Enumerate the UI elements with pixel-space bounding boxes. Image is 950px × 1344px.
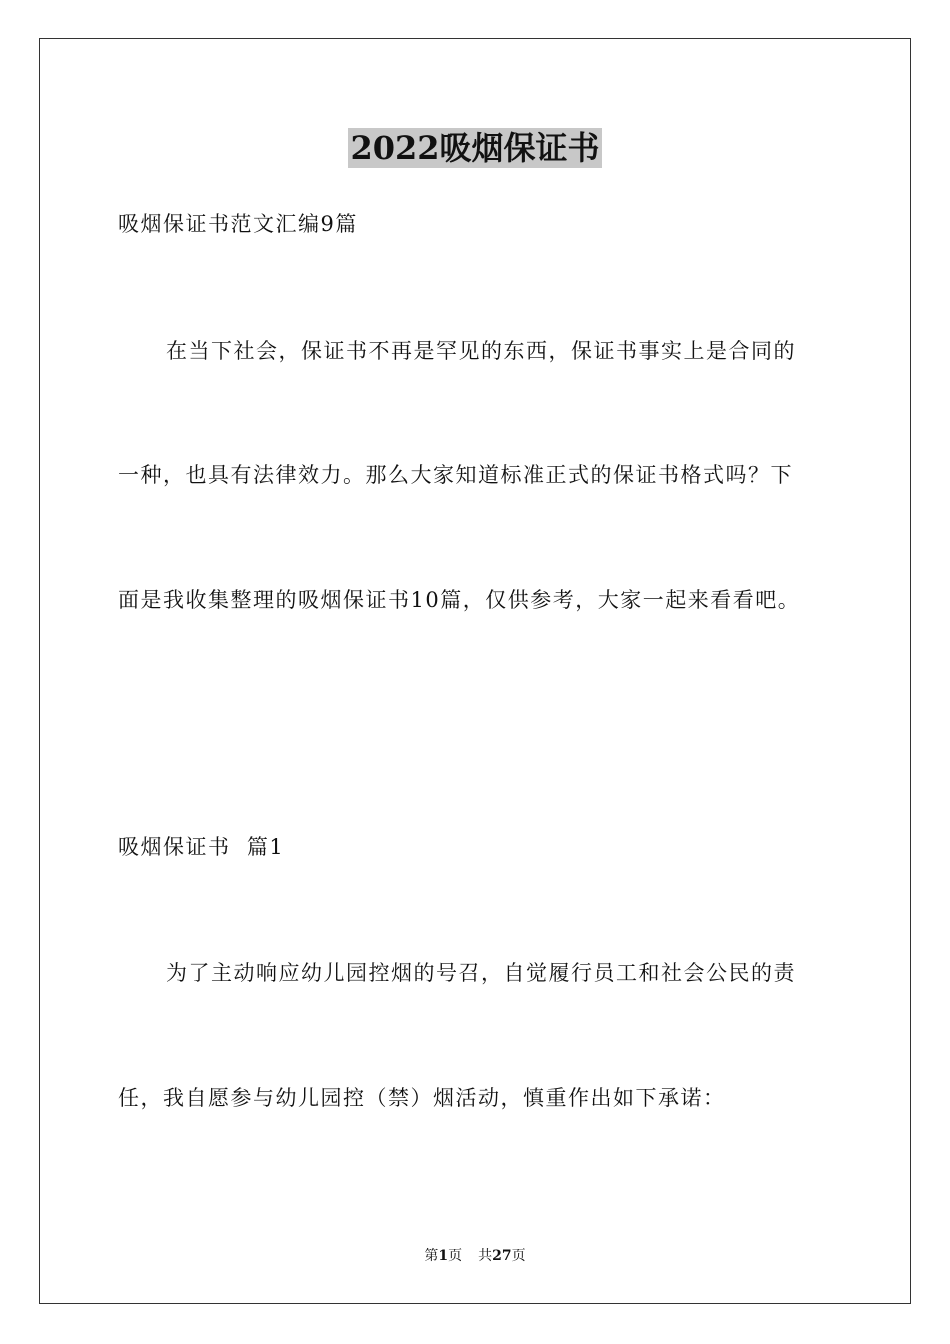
intro-line-3: 面是我收集整理的吸烟保证书10篇，仅供参考，大家一起来看看吧。: [118, 588, 801, 612]
section-heading: 吸烟保证书 篇1: [118, 835, 285, 859]
footer-page-suffix: 页: [448, 1248, 463, 1264]
footer-total-prefix: 共: [478, 1248, 493, 1264]
footer-page-total: 27: [492, 1248, 512, 1264]
section-line-2: 任，我自愿参与幼儿园控（禁）烟活动，慎重作出如下承诺：: [118, 1086, 726, 1110]
intro-line-2: 一种，也具有法律效力。那么大家知道标准正式的保证书格式吗？下: [118, 463, 793, 487]
document-title-block: [0, 128, 950, 176]
footer-page-current: 1: [438, 1248, 449, 1264]
intro-line-1: 在当下社会，保证书不再是罕见的东西，保证书事实上是合同的: [166, 339, 796, 363]
page-footer: [0, 1246, 950, 1266]
document-subtitle: 吸烟保证书范文汇编9篇: [118, 212, 358, 236]
section-line-1: 为了主动响应幼儿园控烟的号召，自觉履行员工和社会公民的责: [166, 961, 796, 985]
footer-total-suffix: 页: [511, 1248, 526, 1264]
footer-page-prefix: 第: [424, 1248, 439, 1264]
document-title: 2022吸烟保证书: [350, 129, 600, 167]
